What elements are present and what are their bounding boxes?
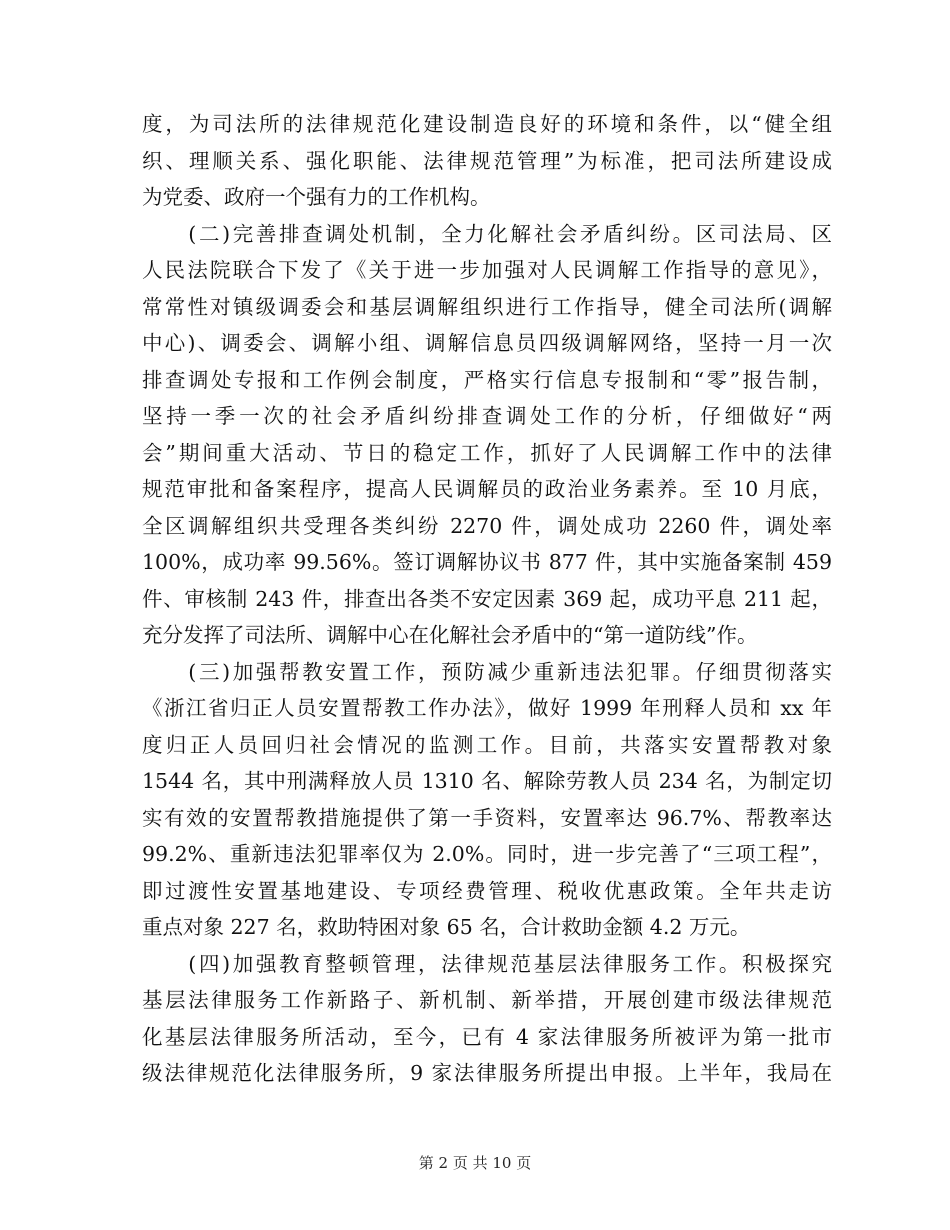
- footer-total-pages: 10: [492, 1154, 512, 1172]
- text-line: 规范审批和备案程序，提高人民调解员的政治业务素养。至 10 月底，: [142, 477, 832, 501]
- text-line: 为党委、政府一个强有力的工作机构。: [142, 185, 491, 209]
- text-line: 实有效的安置帮教措施提供了第一手资料，安置率达 96.7%、帮教率达: [142, 805, 832, 830]
- text-line: 排查调处专报和工作例会制度，严格实行信息专报制和“零”报告制，: [142, 367, 832, 392]
- text-line: 会”期间重大活动、节日的稳定工作，抓好了人民调解工作中的法律: [142, 440, 832, 465]
- text-line: 级法律规范化法律服务所，9 家法律服务所提出申报。上半年，我局在: [142, 1061, 832, 1085]
- text-line: 化基层法律服务所活动，至今，已有 4 家法律服务所被评为第一批市: [142, 1024, 832, 1049]
- text-line: 99.2%、重新违法犯罪率仅为 2.0%。同时，进一步完善了“三项工程”，: [142, 842, 832, 866]
- text-line: (三)加强帮教安置工作，预防减少重新违法犯罪。仔细贯彻落实: [142, 659, 832, 684]
- footer-middle: 页 共: [452, 1154, 488, 1172]
- text-line: 充分发挥了司法所、调解中心在化解社会矛盾中的“第一道防线”作。: [142, 623, 758, 647]
- footer-current-page: 2: [438, 1154, 449, 1172]
- text-line: 度归正人员回归社会情况的监测工作。目前，共落实安置帮教对象: [142, 732, 832, 757]
- text-line: 常常性对镇级调委会和基层调解组织进行工作指导，健全司法所(调解: [142, 294, 832, 319]
- text-line: (二)完善排查调处机制，全力化解社会矛盾纠纷。区司法局、区: [142, 221, 832, 246]
- text-line: 全区调解组织共受理各类纠纷 2270 件，调处成功 2260 件，调处率: [142, 513, 832, 538]
- text-line: 织、理顺关系、强化职能、法律规范管理”为标准，把司法所建设成: [142, 148, 832, 173]
- text-line: (四)加强教育整顿管理，法律规范基层法律服务工作。积极探究: [142, 951, 832, 976]
- footer-suffix: 页: [516, 1154, 532, 1172]
- text-line: 重点对象 227 名，救助特困对象 65 名，合计救助金额 4.2 万元。: [142, 915, 751, 939]
- page-footer: [0, 1153, 950, 1173]
- text-line: 即过渡性安置基地建设、专项经费管理、税收优惠政策。全年共走访: [142, 878, 832, 903]
- text-line: 100%，成功率 99.56%。签订调解协议书 877 件，其中实施备案制 459: [142, 550, 832, 574]
- text-line: 度，为司法所的法律规范化建设制造良好的环境和条件，以“健全组: [142, 112, 832, 136]
- text-line: 基层法律服务工作新路子、新机制、新举措，开展创建市级法律规范: [142, 988, 832, 1012]
- text-line: 坚持一季一次的社会矛盾纠纷排查调处工作的分析，仔细做好“两: [142, 404, 832, 428]
- text-line: 中心)、调委会、调解小组、调解信息员四级调解网络，坚持一月一次: [142, 331, 832, 355]
- footer-prefix: 第: [418, 1154, 434, 1172]
- body-text: [142, 106, 832, 1092]
- text-line: 《浙江省归正人员安置帮教工作办法》，做好 1999 年刑释人员和 xx 年: [142, 696, 832, 720]
- text-line: 人民法院联合下发了《关于进一步加强对人民调解工作指导的意见》，: [142, 258, 832, 282]
- text-line: 件、审核制 243 件，排查出各类不安定因素 369 起，成功平息 211 起，: [142, 586, 832, 611]
- text-line: 1544 名，其中刑满释放人员 1310 名、解除劳教人员 234 名，为制定切: [142, 769, 832, 793]
